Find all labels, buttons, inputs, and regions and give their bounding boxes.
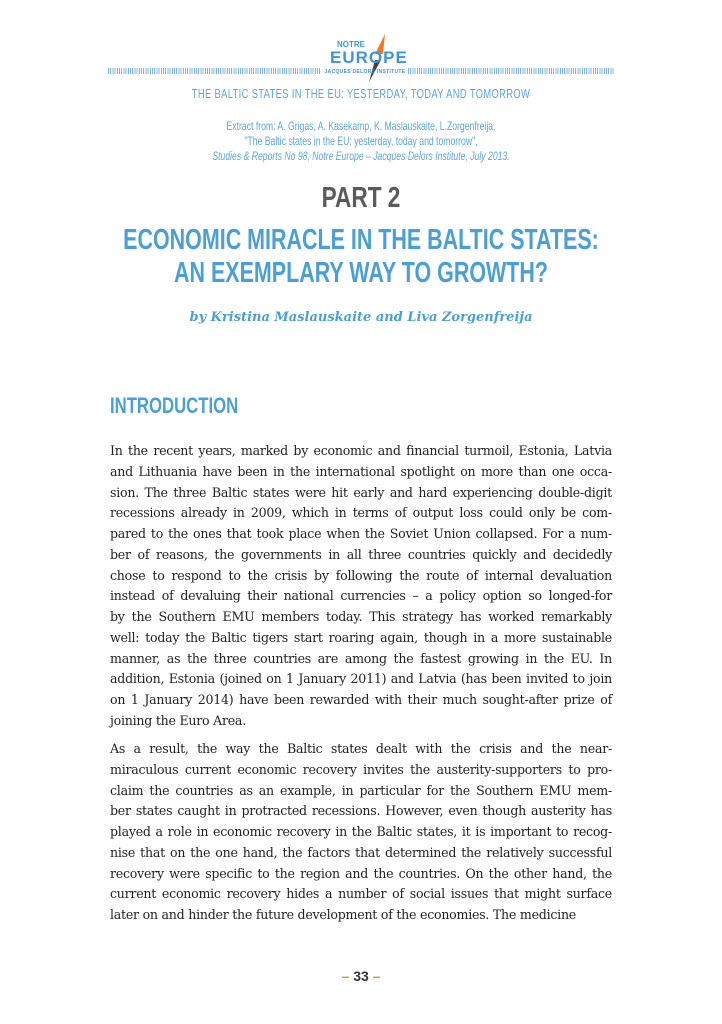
- paragraph-line: In the recent years, marked by economic and financial turmoil, Estonia, Latvia: [110, 443, 612, 458]
- paragraph-1: [110, 441, 612, 732]
- paragraph-line: joining the Euro Area.: [110, 712, 246, 728]
- paragraph-line: pared to the ones that took place when the Soviet Union collapsed. For a num-: [110, 526, 612, 541]
- page-number-text: 33: [353, 968, 369, 984]
- paragraph-line: addition, Estonia (joined on 1 January 2011) and Latvia (has been invited to join: [110, 671, 612, 687]
- paragraph-line: and Lithuania have been in the international spotlight on more than one occa-: [110, 463, 612, 479]
- paragraph-line: recessions already in 2009, which in terms of output loss could only be com-: [110, 505, 612, 521]
- paragraph-line: nise that on the one hand, the factors that determined the relatively successful: [110, 844, 612, 860]
- paragraph-line: well: today the Baltic tigers start roaring again, though in a more sustainable: [110, 629, 612, 645]
- paragraph-line: manner, as the three countries are among the fastest growing in the EU. In: [110, 650, 612, 666]
- part-label: PART 2: [321, 182, 401, 214]
- paragraph-line: claim the countries as an example, in particular for the Southern EMU mem-: [110, 782, 612, 798]
- extract-line-2: "The Baltic states in the EU: yesterday, today and tomorrow",: [244, 134, 478, 148]
- extract-line-1: Extract from: A. Grigas, A. Kasekamp, K. Maslauskaite, L.Zorgenfreija,: [226, 119, 496, 133]
- paragraph-line: on 1 January 2014) have been rewarded with their much sought-after prize of: [110, 692, 612, 707]
- series-title: THE BALTIC STATES IN THE EU: YESTERDAY, TODAY AND TOMORROW: [191, 86, 531, 101]
- page-number: [0, 968, 722, 984]
- paragraph-line: recovery were specific to the region and the countries. On the other hand, the: [110, 865, 612, 881]
- paragraph-line: instead of devaluing their national currencies – a policy option so longed-for: [110, 588, 612, 604]
- chapter-title-line-2: AN EXEMPLARY WAY TO GROWTH?: [173, 257, 549, 289]
- paragraph-line: by the Southern EMU members today. This strategy has worked remarkably: [110, 609, 612, 624]
- paragraph-line: chose to respond to the crisis by following the route of internal devaluation: [110, 567, 612, 583]
- paragraph-line: later on and hinder the future development of the economies. The medicine: [110, 907, 577, 922]
- paragraph-line: miraculous current economic recovery invites the austerity-supporters to pro-: [110, 761, 612, 777]
- byline: by Kristina Maslauskaite and Liva Zorgenfreija: [189, 310, 533, 325]
- paragraph-line: As a result, the way the Baltic states dealt with the crisis and the near-: [110, 741, 612, 756]
- logo-text-main: EUROPE: [330, 48, 408, 67]
- decorative-rule-right: [408, 68, 614, 74]
- paragraph-2: [110, 739, 612, 926]
- page-dash-left: –: [341, 968, 350, 984]
- paragraph-line: current economic recovery hides a number of social issues that might surface: [110, 886, 612, 902]
- logo-text-top: NOTRE: [337, 40, 365, 49]
- paragraph-line: ber of reasons, the governments in all three countries quickly and decidedly: [110, 546, 612, 562]
- extract-line-3: Studies & Reports No 98, Notre Europe – Jacques Delors Institute, July 2013.: [212, 149, 510, 163]
- notre-europe-logo: [325, 34, 408, 84]
- paragraph-line: ber states caught in protracted recessions. However, even though austerity has: [110, 803, 612, 819]
- chapter-title-line-1: ECONOMIC MIRACLE IN THE BALTIC STATES:: [123, 224, 599, 256]
- paragraph-line: played a role in economic recovery in the Baltic states, it is important to recog-: [110, 824, 612, 839]
- page-dash-right: –: [372, 968, 381, 984]
- paragraph-line: sion. The three Baltic states were hit early and hard experiencing double-digit: [110, 484, 612, 500]
- decorative-rule-left: [108, 68, 320, 74]
- logo-institute-text: JACQUES DELORS INSTITUTE: [324, 69, 406, 75]
- section-heading: INTRODUCTION: [110, 393, 239, 418]
